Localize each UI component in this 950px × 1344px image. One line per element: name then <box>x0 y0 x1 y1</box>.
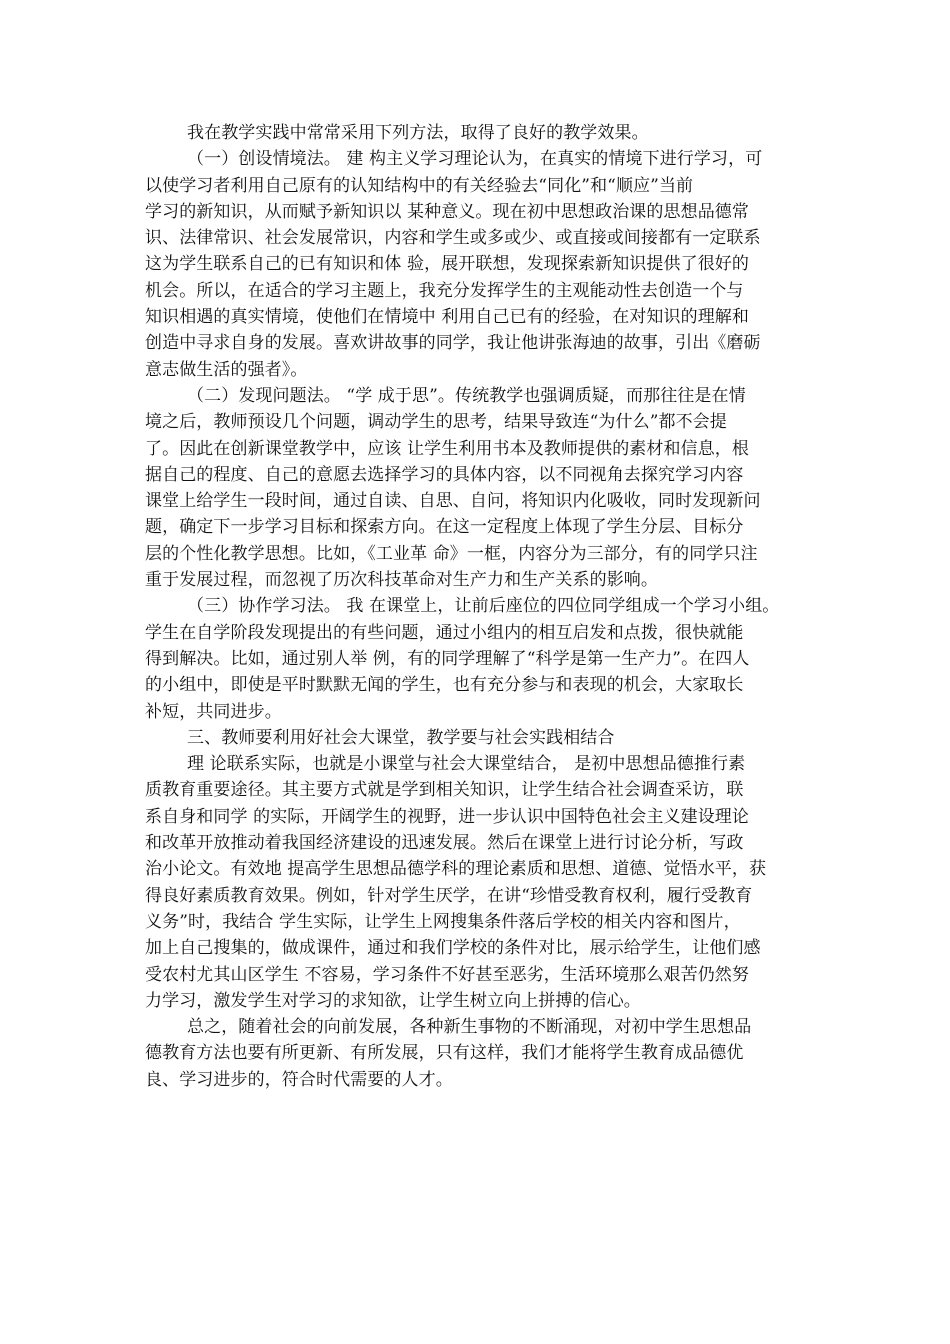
text-line: 意志做生活的强者》。 <box>145 359 308 380</box>
text-line: 的小组中，即使是平时默默无闻的学生，也有充分参与和表现的机会，大家取长 <box>145 675 744 696</box>
text-line: 学生在自学阶段发现提出的有些问题，通过小组内的相互启发和点拨，很快就能 <box>145 622 744 643</box>
text-line: 机会。所以，在适合的学习主题上，我充分发挥学生的主观能动性去创造一个与 <box>145 280 744 301</box>
text-line: 良、学习进步的，符合时代需要的人才。 <box>145 1069 453 1090</box>
text-line: 德教育方法也要有所更新、有所发展，只有这样，我们才能将学生教育成品德优 <box>145 1043 744 1064</box>
text-line: 义务”时，我结合 学生实际，让学生上网搜集条件落后学校的相关内容和图片， <box>145 911 741 932</box>
text-line: 课堂上给学生一段时间，通过自读、自思、自问，将知识内化吸收，同时发现新问 <box>145 491 761 512</box>
text-line: 治小论文。有效地 提高学生思想品德学科的理论素质和思想、道德、觉悟水平，获 <box>145 859 767 880</box>
text-line: 知识相遇的真实情境，使他们在情境中 利用自己已有的经验，在对知识的理解和 <box>145 307 750 328</box>
text-line: 加上自己搜集的，做成课件，通过和我们学校的条件对比，展示给学生，让他们感 <box>145 938 761 959</box>
text-line: 补短，共同进步。 <box>145 701 282 722</box>
text-line: 以使学习者利用自己原有的认知结构中的有关经验去“同化”和“顺应”当前 <box>145 175 694 196</box>
text-line: 和改革开放推动着我国经济建设的迅速发展。然后在课堂上进行讨论分析，写政 <box>145 833 744 854</box>
text-line: 识、法律常识、社会发展常识，内容和学生或多或少、或直接或间接都有一定联系 <box>145 228 761 249</box>
text-line: 总之，随着社会的向前发展，各种新生事物的不断涌现，对初中学生思想品 <box>187 1017 752 1038</box>
text-line: 了。因此在创新课堂教学中，应该 让学生利用书本及教师提供的素材和信息，根 <box>145 438 750 459</box>
text-line: 得到解决。比如，通过别人举 例，有的同学理解了“科学是第一生产力”。在四人 <box>145 648 750 669</box>
text-line: 我在教学实践中常常采用下列方法，取得了良好的教学效果。 <box>187 123 649 143</box>
text-line: 境之后，教师预设几个问题，调动学生的思考，结果导致连“为什么”都不会提 <box>145 412 727 433</box>
text-line: 题，确定下一步学习目标和探索方向。在这一定程度上体现了学生分层、目标分 <box>145 517 744 538</box>
text-line: （一）创设情境法。 建 构主义学习理论认为，在真实的情境下进行学习，可 <box>187 149 763 170</box>
text-line: 层的个性化教学思想。比如，《工业革 命》一框，内容分为三部分，有的同学只注 <box>145 543 758 564</box>
text-line: 质教育重要途径。其主要方式就是学到相关知识，让学生结合社会调查采访，联 <box>145 780 744 801</box>
text-line: 重于发展过程，而忽视了历次科技革命对生产力和生产关系的影响。 <box>145 570 658 591</box>
document-body <box>145 120 810 1093</box>
text-line: 据自己的程度、自己的意愿去选择学习的具体内容，以不同视角去探究学习内容 <box>145 464 744 485</box>
text-line: （三）协作学习法。 我 在课堂上，让前后座位的四位同学组成一个学习小组。 <box>187 596 780 617</box>
text-line: 这为学生联系自己的已有知识和体 验，展开联想，发现探索新知识提供了很好的 <box>145 254 750 275</box>
text-line: 三、教师要利用好社会大课堂，教学要与社会实践相结合 <box>187 727 615 748</box>
text-line: 得良好素质教育效果。例如，针对学生厌学，在讲“珍惜受教育权利，履行受教育 <box>145 885 753 906</box>
text-line: 学习的新知识，从而赋予新知识以 某种意义。现在初中思想政治课的思想品德常 <box>145 201 750 222</box>
text-line: 创造中寻求自身的发展。喜欢讲故事的同学，我让他讲张海迪的故事，引出《磨砺 <box>145 333 761 354</box>
text-line: （二）发现问题法。 “学 成于思”。传统教学也强调质疑，而那往往是在情 <box>187 385 746 406</box>
text-line: 力学习，激发学生对学习的求知欲，让学生树立向上拼搏的信心。 <box>145 990 641 1011</box>
text-line: 理 论联系实际，也就是小课堂与社会大课堂结合， 是初中思想品德推行素 <box>187 754 746 775</box>
text-line: 系自身和同学 的实际，开阔学生的视野，进一步认识中国特色社会主义建设理论 <box>145 806 750 827</box>
text-line: 受农村尤其山区学生 不容易，学习条件不好甚至恶劣，生活环境那么艰苦仍然努 <box>145 964 750 985</box>
